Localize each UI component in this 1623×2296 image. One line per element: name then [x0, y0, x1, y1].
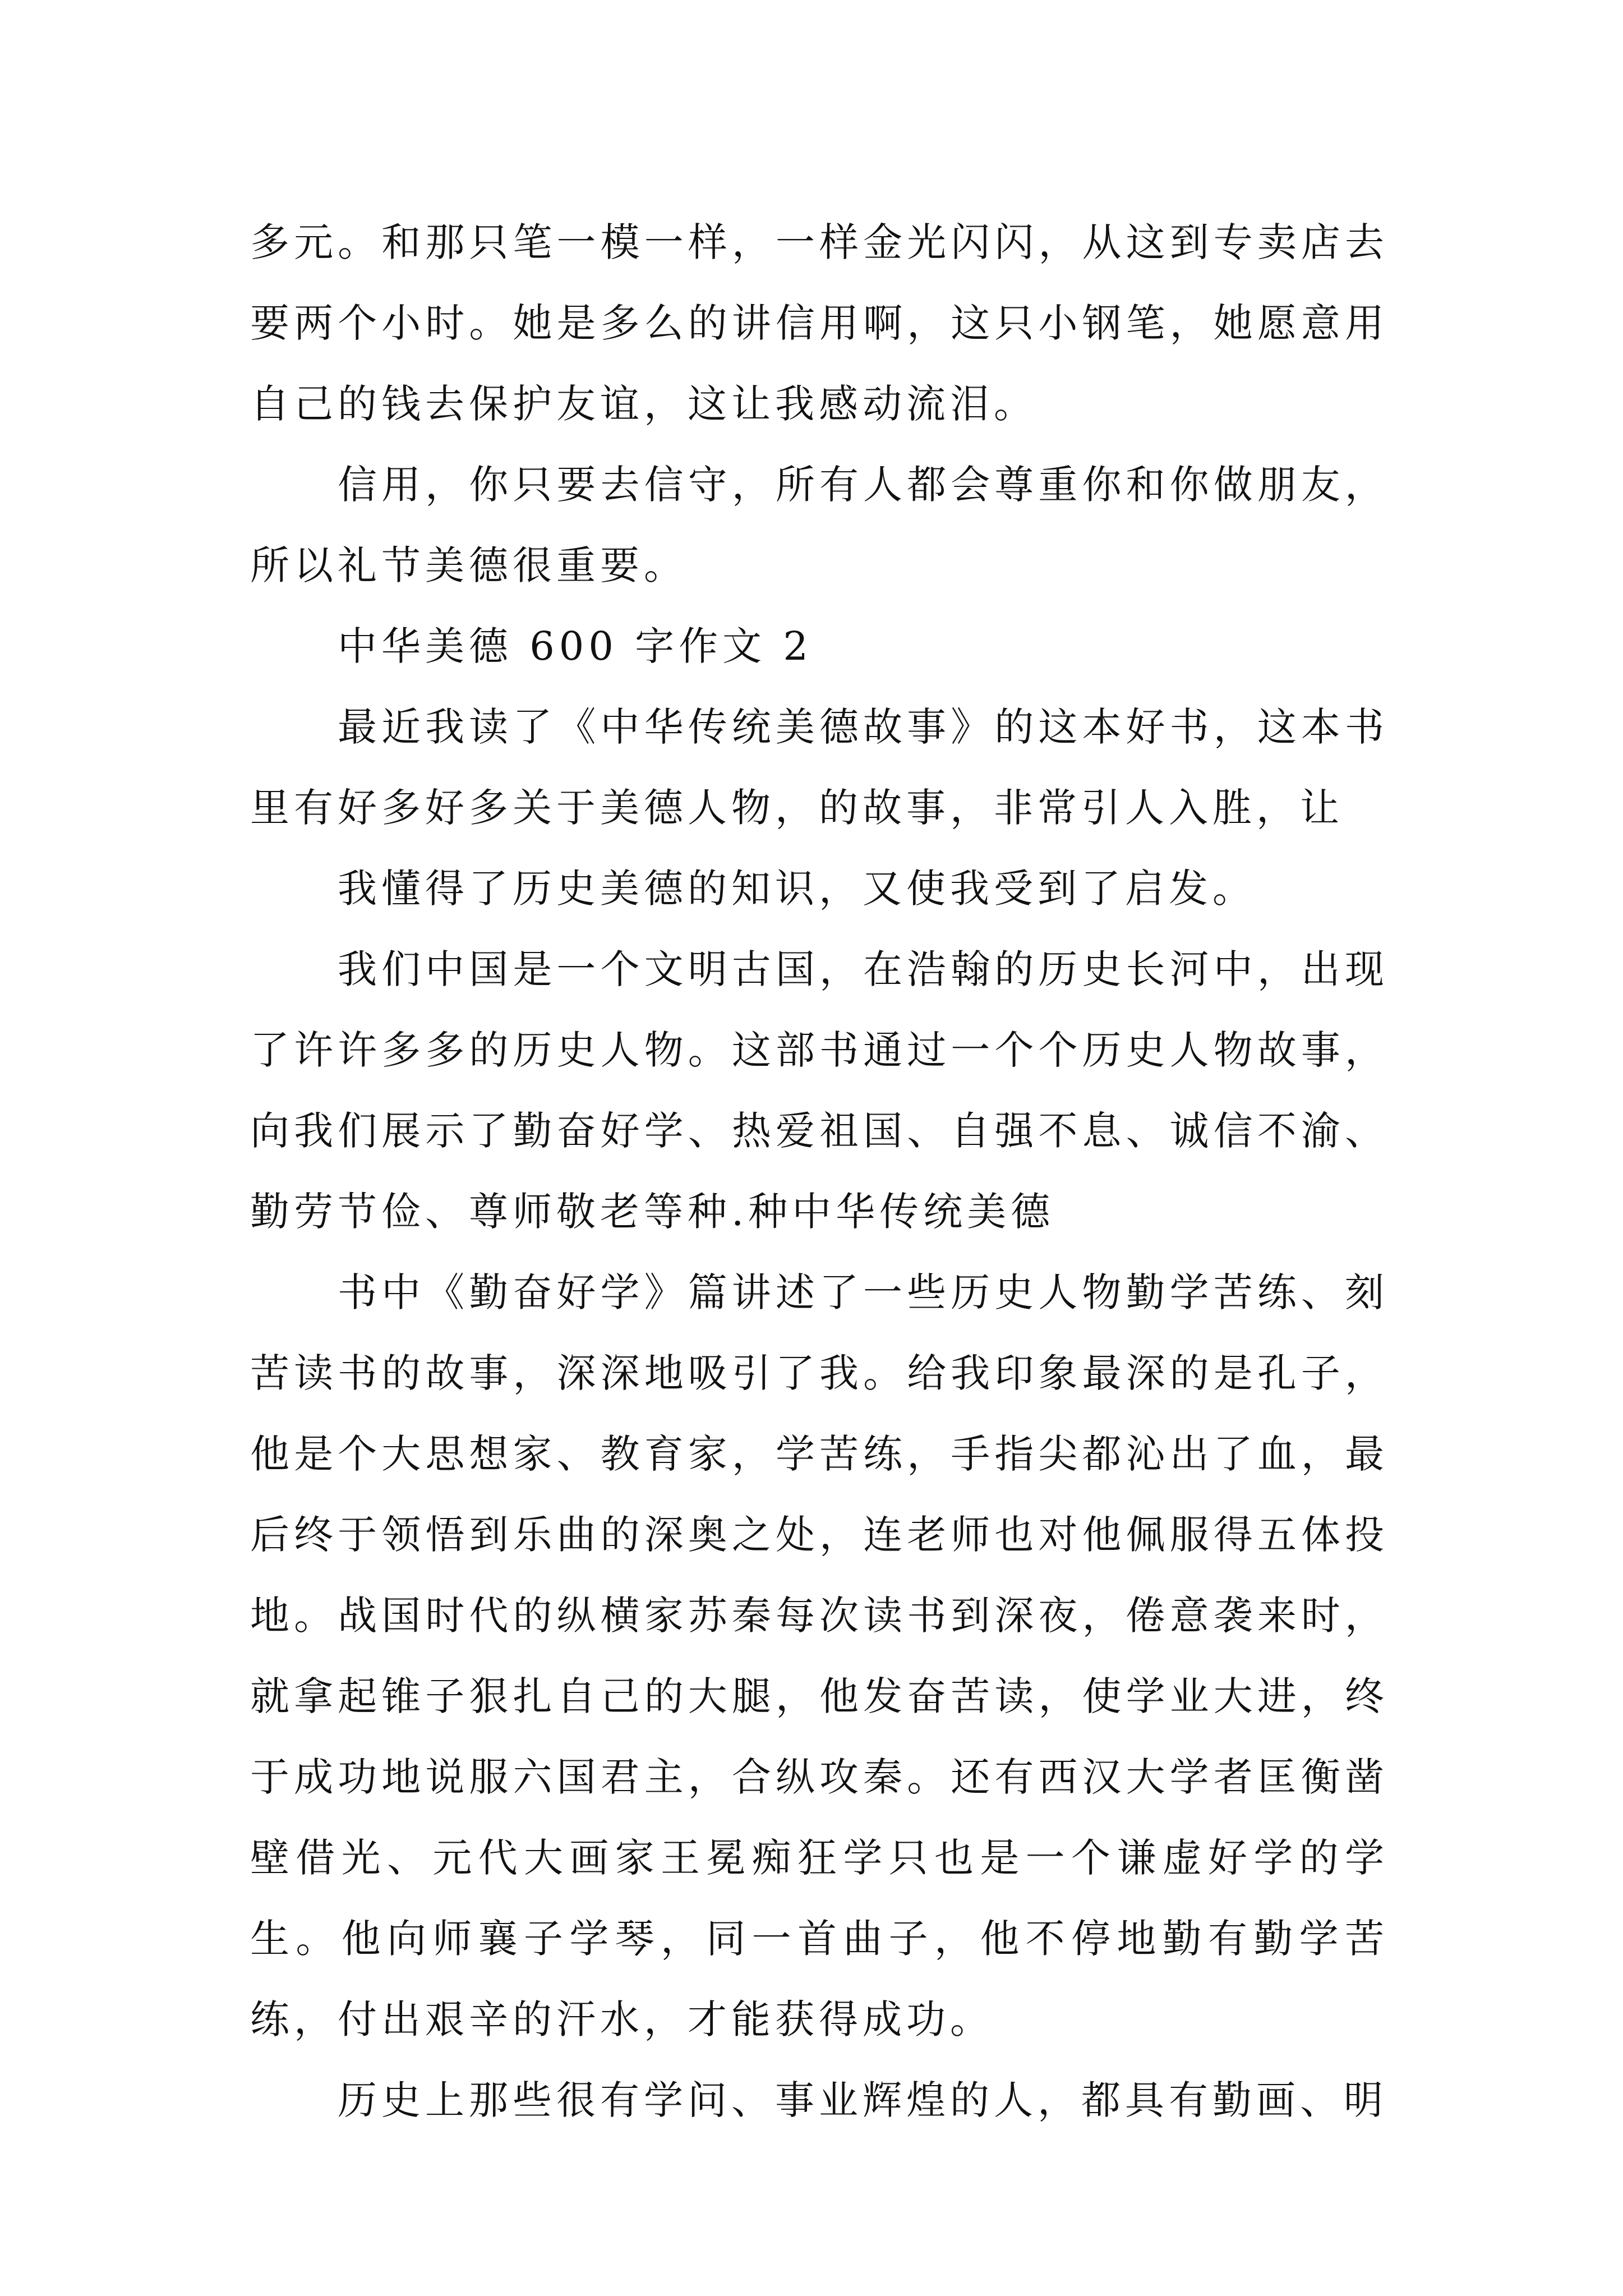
essay-title: 中华美德 600 字作文 2 [338, 623, 813, 669]
paragraph-continuation: 多元。和那只笔一模一样，一样金光闪闪，从这到专卖店去要两个小时。她是多么的讲信用啊，这只小钢笔，她愿意用自己的钱去保护友谊，这让我感动流泪。 [250, 219, 1389, 427]
essay-body [250, 202, 1389, 2141]
paragraph-history: 我们中国是一个文明古国，在浩翰的历史长河中，出现了许许多多的历史人物。这部书通过一个个历史人物故事，向我们展示了勤奋好学、热爱祖国、自强不息、诚信不渝、勤劳节俭、尊师敬老等种.种中华传统美德 [250, 946, 1389, 1235]
paragraph-intro-continued: 我懂得了历史美德的知识，又使我受到了启发。 [338, 866, 1256, 912]
paragraph-intro: 最近我读了《中华传统美德故事》的这本好书，这本书里有好多好多关于美德人物，的故事，非常引人入胜，让 [250, 704, 1389, 831]
paragraph-closing-fragment: 历史上那些很有学问、事业辉煌的人，都具有勤画、明 [338, 2077, 1387, 2123]
paragraph-credit-conclusion: 信用，你只要去信守，所有人都会尊重你和你做朋友，所以礼节美德很重要。 [250, 462, 1389, 588]
paragraph-diligence: 书中《勤奋好学》篇讲述了一些历史人物勤学苦练、刻苦读书的故事，深深地吸引了我。给我印象最深的是孔子，他是个大思想家、教育家，学苦练，手指尖都沁出了血，最后终于领悟到乐曲的深奥之处，连老师也对他佩服得五体投地。战国时代的纵横家苏秦每次读书到深夜，倦意袭来时，就拿起锥子狠扎自己的大腿，他发奋苦读，使学业大进，终于成功地说服六国君主，合纵攻秦。还有西汉大学者匡衡凿壁借光、元代大画家王冕痴狂学只也是一个谦虚好学的学生。他向师襄子学琴，同一首曲子，他不停地勤有勤学苦练，付出艰辛的汗水，才能获得成功。 [250, 1269, 1389, 2042]
